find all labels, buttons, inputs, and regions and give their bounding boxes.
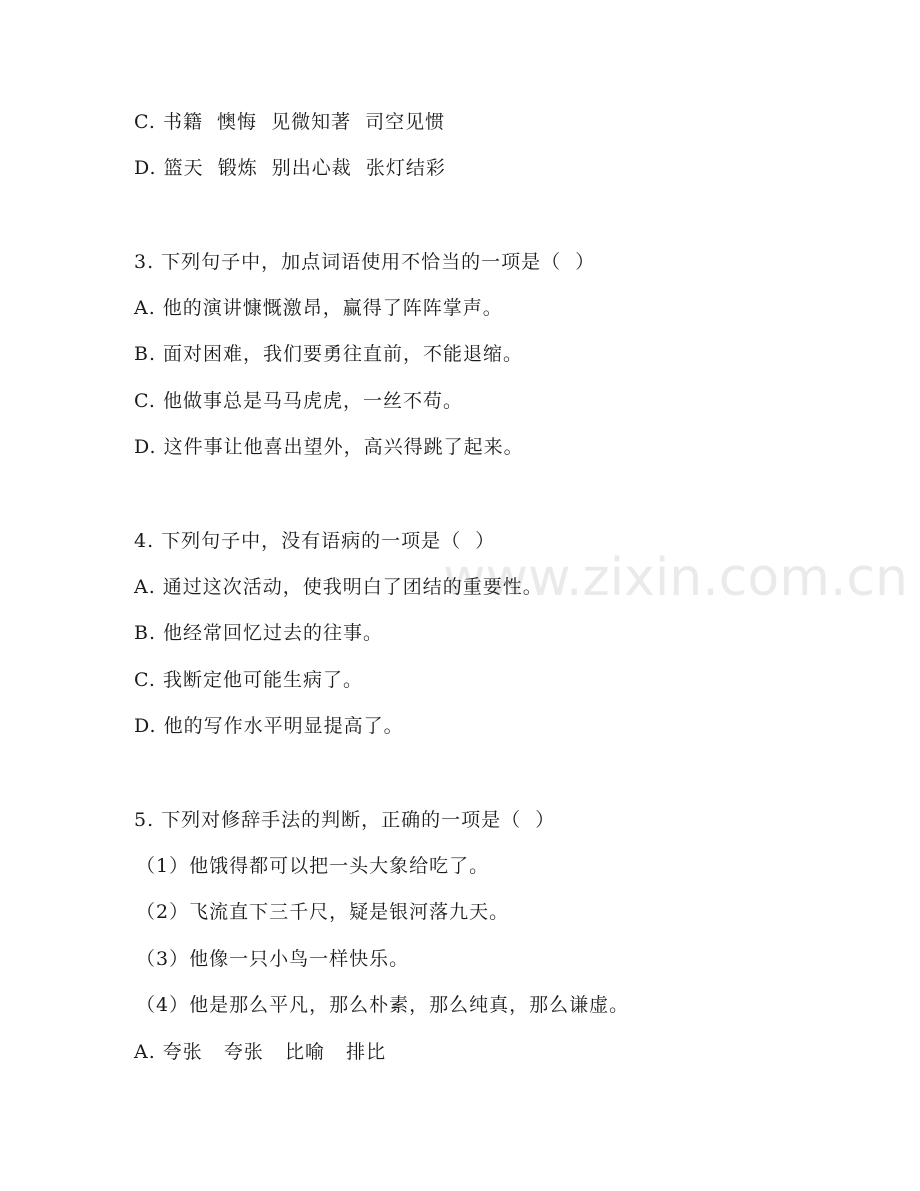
question-3-option-d: D. 这件事让他喜出望外，高兴得跳了起来。 xyxy=(134,436,524,458)
question-4-option-c: C. 我断定他可能生病了。 xyxy=(134,669,363,691)
question-4-option-b: B. 他经常回忆过去的往事。 xyxy=(134,622,384,644)
question-3-option-a: A. 他的演讲慷慨激昂，赢得了阵阵掌声。 xyxy=(134,297,503,319)
question-5-item-4: （4）他是那么平凡，那么朴素，那么纯真，那么谦虚。 xyxy=(136,994,630,1016)
question-5-stem: 5. 下列对修辞手法的判断，正确的一项是（ ） xyxy=(134,809,556,831)
question-5-item-1: （1）他饿得都可以把一头大象给吃了。 xyxy=(136,855,490,877)
question-5-item-3: （3）他像一只小鸟一样快乐。 xyxy=(136,948,410,970)
question-4-option-d: D. 他的写作水平明显提高了。 xyxy=(134,715,404,737)
question-5-option-a: A. 夸张 夸张 比喻 排比 xyxy=(134,1041,387,1063)
watermark-text: www.zixin.com.cn xyxy=(443,548,908,608)
question-5-item-2: （2）飞流直下三千尺，疑是银河落九天。 xyxy=(136,901,510,923)
question-2-option-c: C. 书籍 懊悔 见微知著 司空见惯 xyxy=(134,111,446,133)
question-3-stem: 3. 下列句子中，加点词语使用不恰当的一项是（ ） xyxy=(134,251,596,273)
question-3-option-c: C. 他做事总是马马虎虎，一丝不苟。 xyxy=(134,390,463,412)
question-4-option-a: A. 通过这次活动，使我明白了团结的重要性。 xyxy=(134,576,543,598)
question-4-stem: 4. 下列句子中，没有语病的一项是（ ） xyxy=(134,530,496,552)
question-3-option-b: B. 面对困难，我们要勇往直前，不能退缩。 xyxy=(134,343,524,365)
question-2-option-d: D. 篮天 锻炼 别出心裁 张灯结彩 xyxy=(134,157,446,179)
